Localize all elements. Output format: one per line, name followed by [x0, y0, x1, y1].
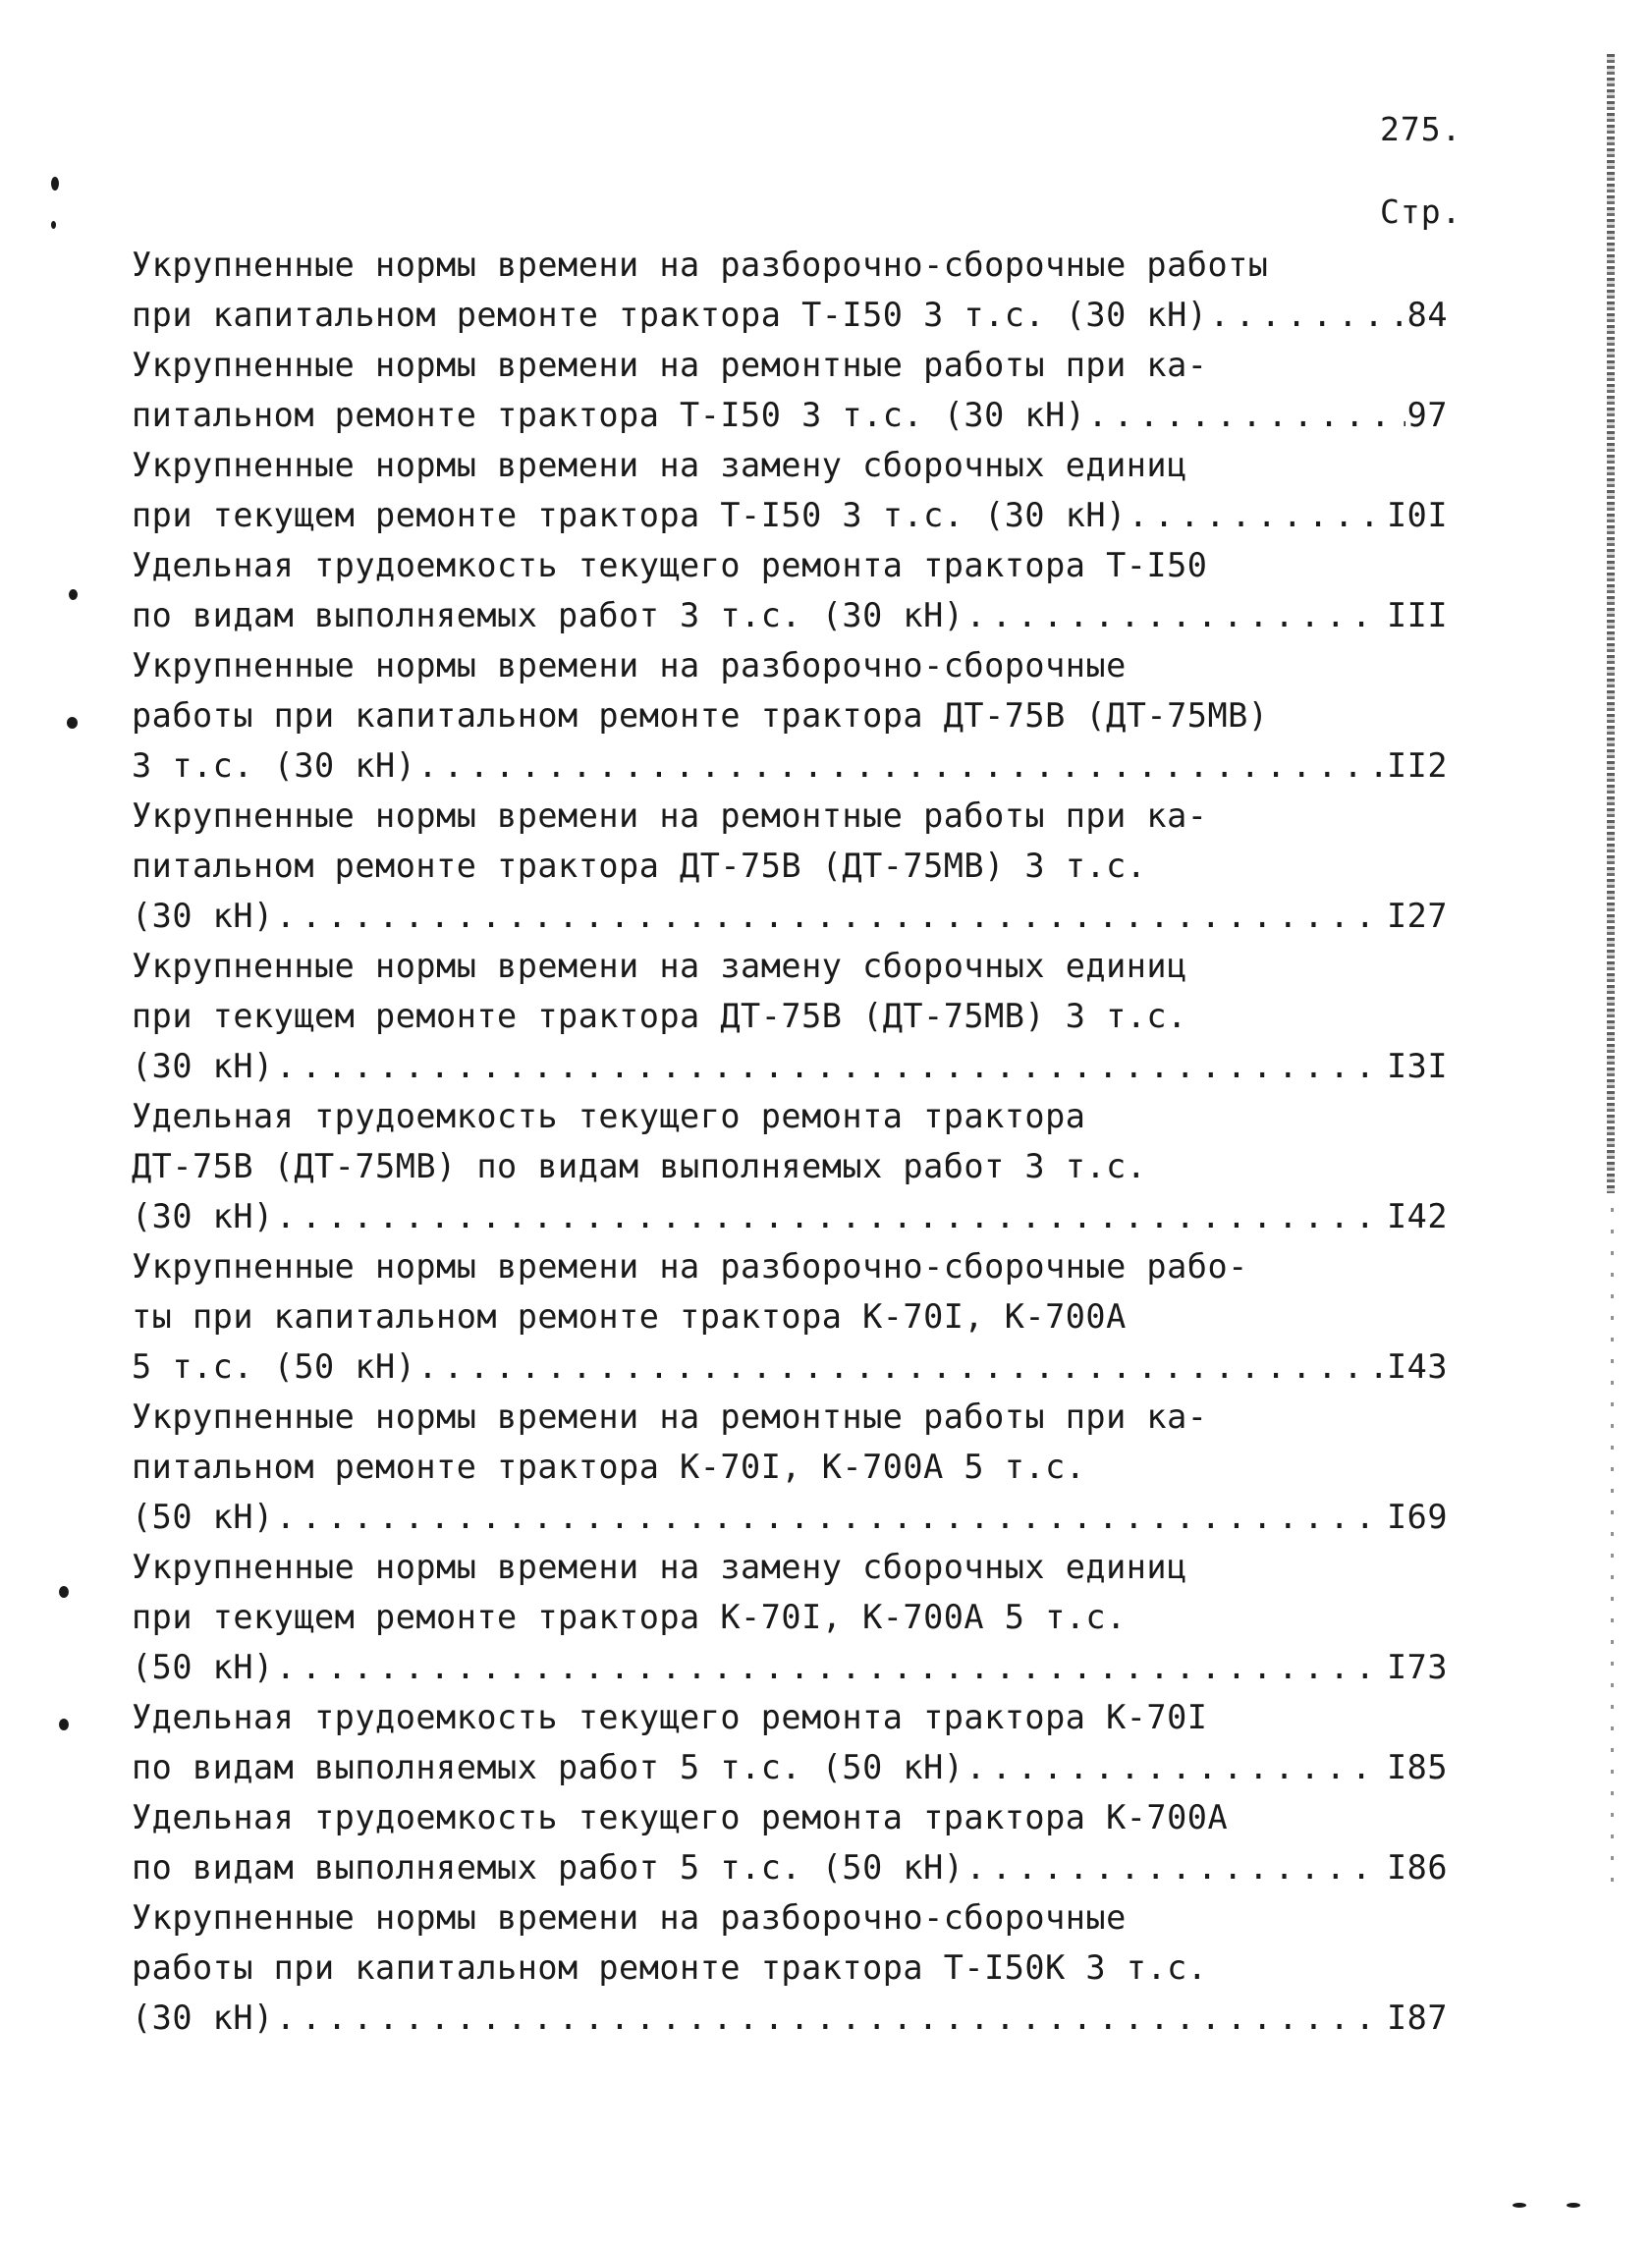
toc-entry-title-tail: по видам выполняемых работ 3 т.с. (30 кН): [132, 596, 964, 634]
toc-entry-title-line: Укрупненные нормы времени на разборочно-сборочные рабо-: [132, 1247, 1248, 1286]
scan-edge-artifact: [1607, 54, 1615, 1193]
toc-page-number: I86: [1386, 1848, 1448, 1887]
toc-entry: [132, 440, 1448, 540]
dot-leader: [276, 1492, 1385, 1542]
dot-leader: [417, 1342, 1385, 1392]
toc-entry: [132, 340, 1448, 440]
toc-page-number: 84: [1406, 296, 1448, 334]
toc-page-number: I73: [1386, 1648, 1448, 1686]
toc-entry-last-line: [132, 1842, 1448, 1892]
toc-entry: [132, 1392, 1448, 1542]
toc-entry-title-line: при текущем ремонте трактора К-70I, К-700А 5 т.с.: [132, 1598, 1127, 1636]
toc-entry-last-line: [132, 1041, 1448, 1091]
scan-speck: [51, 177, 59, 191]
toc-entry-title-line: Удельная трудоемкость текущего ремонта трактора: [132, 1097, 1086, 1135]
toc-entry-title-line: Удельная трудоемкость текущего ремонта трактора Т-I50: [132, 546, 1208, 584]
toc-entry-title-line: Укрупненные нормы времени на разборочно-сборочные: [132, 1898, 1127, 1937]
toc-entry: [132, 1792, 1448, 1892]
toc-entry-last-line: [132, 891, 1448, 941]
toc-page-number: 97: [1406, 396, 1448, 434]
toc-entry-last-line: [132, 490, 1448, 540]
toc-entry-last-line: [132, 1492, 1448, 1542]
toc-entry-title-tail: (30 кН): [132, 897, 274, 935]
scan-speck: [1567, 2203, 1580, 2208]
toc-entry-last-line: [132, 390, 1448, 440]
dot-leader: [1129, 490, 1385, 540]
toc-entry-title-line: Удельная трудоемкость текущего ремонта трактора К-700А: [132, 1798, 1229, 1836]
toc-entry-title-line: Укрупненные нормы времени на замену сборочных единиц: [132, 1548, 1187, 1586]
toc-page-number: I87: [1386, 1999, 1448, 2037]
toc-entry: [132, 791, 1448, 941]
toc-entry-title-tail: при текущем ремонте трактора Т-I50 3 т.с. (30 кН): [132, 496, 1127, 534]
toc-entry: [132, 1892, 1448, 2043]
toc-entry-title-line: Укрупненные нормы времени на ремонтные работы при ка-: [132, 1397, 1208, 1436]
toc-entry-title-tail: по видам выполняемых работ 5 т.с. (50 кН): [132, 1748, 964, 1786]
dot-leader: [276, 1191, 1385, 1241]
scan-edge-artifact-lower: [1611, 1208, 1614, 1895]
toc-entry: [132, 1692, 1448, 1792]
toc-entry-last-line: [132, 290, 1448, 340]
toc-entry-last-line: [132, 1191, 1448, 1241]
toc-page-number: I3I: [1386, 1047, 1448, 1085]
toc-entry-title-line: при текущем ремонте трактора ДТ-75В (ДТ-75МВ) 3 т.с.: [132, 997, 1187, 1035]
toc-page-number: I43: [1386, 1347, 1448, 1386]
dot-leader: [965, 1742, 1385, 1792]
table-of-contents: [132, 240, 1448, 2043]
toc-entry-title-line: ты при капитальном ремонте трактора К-70I, К-700А: [132, 1297, 1127, 1336]
dot-leader: [276, 1642, 1385, 1692]
toc-entry: [132, 1241, 1448, 1392]
toc-entry-title-line: Укрупненные нормы времени на разборочно-сборочные работы: [132, 246, 1269, 284]
scan-speck: [67, 717, 78, 729]
toc-entry-title-line: Укрупненные нормы времени на замену сборочных единиц: [132, 947, 1187, 985]
toc-entry-last-line: [132, 1993, 1448, 2043]
toc-entry-title-line: работы при капитальном ремонте трактора Т-I50К 3 т.с.: [132, 1948, 1208, 1987]
toc-entry-last-line: [132, 1642, 1448, 1692]
toc-entry-title-tail: (30 кН): [132, 1197, 274, 1235]
toc-entry-title-tail: (30 кН): [132, 1047, 274, 1085]
toc-entry-title-tail: по видам выполняемых работ 5 т.с. (50 кН): [132, 1848, 964, 1887]
dot-leader: [276, 1993, 1385, 2043]
toc-entry: [132, 240, 1448, 340]
scan-speck: [51, 221, 56, 229]
toc-entry: [132, 941, 1448, 1091]
toc-entry-title-tail: питальном ремонте трактора Т-I50 3 т.с. (30 кН): [132, 396, 1086, 434]
toc-entry-last-line: [132, 1742, 1448, 1792]
toc-entry-title-line: ДТ-75В (ДТ-75МВ) по видам выполняемых работ 3 т.с.: [132, 1147, 1147, 1185]
dot-leader: [276, 1041, 1385, 1091]
toc-entry-title-line: питальном ремонте трактора ДТ-75В (ДТ-75МВ) 3 т.с.: [132, 847, 1147, 885]
scan-speck: [69, 589, 78, 600]
toc-entry-title-tail: (50 кН): [132, 1648, 274, 1686]
toc-entry-last-line: [132, 1342, 1448, 1392]
toc-entry-title-tail: 5 т.с. (50 кН): [132, 1347, 416, 1386]
toc-entry-title-line: Удельная трудоемкость текущего ремонта трактора К-70I: [132, 1698, 1208, 1736]
toc-entry-title-line: Укрупненные нормы времени на ремонтные работы при ка-: [132, 796, 1208, 835]
dot-leader: [1209, 290, 1404, 340]
toc-entry-title-tail: (30 кН): [132, 1999, 274, 2037]
scan-speck: [59, 1586, 69, 1598]
toc-entry-title-tail: (50 кН): [132, 1498, 274, 1536]
dot-leader: [276, 891, 1385, 941]
dot-leader: [417, 740, 1385, 791]
toc-entry-title-tail: при капитальном ремонте трактора Т-I50 3 т.с. (30 кН): [132, 296, 1208, 334]
toc-entry: [132, 540, 1448, 640]
toc-entry: [132, 1091, 1448, 1241]
toc-page-number: III: [1386, 596, 1448, 634]
toc-entry-title-tail: 3 т.с. (30 кН): [132, 746, 416, 785]
toc-entry-title-line: Укрупненные нормы времени на замену сборочных единиц: [132, 446, 1187, 484]
page-number: 275.: [1380, 110, 1462, 148]
toc-entry-last-line: [132, 740, 1448, 791]
scan-speck: [1513, 2203, 1526, 2208]
toc-page-number: I42: [1386, 1197, 1448, 1235]
toc-page-number: I27: [1386, 897, 1448, 935]
toc-entry-title-line: питальном ремонте трактора К-70I, К-700А 5 т.с.: [132, 1448, 1086, 1486]
page-column-header: Стр.: [1380, 192, 1462, 231]
scan-speck: [59, 1719, 69, 1730]
dot-leader: [965, 590, 1385, 640]
toc-page-number: I0I: [1386, 496, 1448, 534]
dot-leader: [1087, 390, 1404, 440]
toc-entry-title-line: Укрупненные нормы времени на разборочно-сборочные: [132, 646, 1127, 684]
toc-page-number: II2: [1386, 746, 1448, 785]
toc-entry-title-line: Укрупненные нормы времени на ремонтные работы при ка-: [132, 346, 1208, 384]
dot-leader: [965, 1842, 1385, 1892]
toc-page-number: I85: [1386, 1748, 1448, 1786]
toc-entry: [132, 1542, 1448, 1692]
toc-entry: [132, 640, 1448, 791]
toc-entry-last-line: [132, 590, 1448, 640]
toc-page-number: I69: [1386, 1498, 1448, 1536]
toc-entry-title-line: работы при капитальном ремонте трактора ДТ-75В (ДТ-75МВ): [132, 696, 1269, 735]
